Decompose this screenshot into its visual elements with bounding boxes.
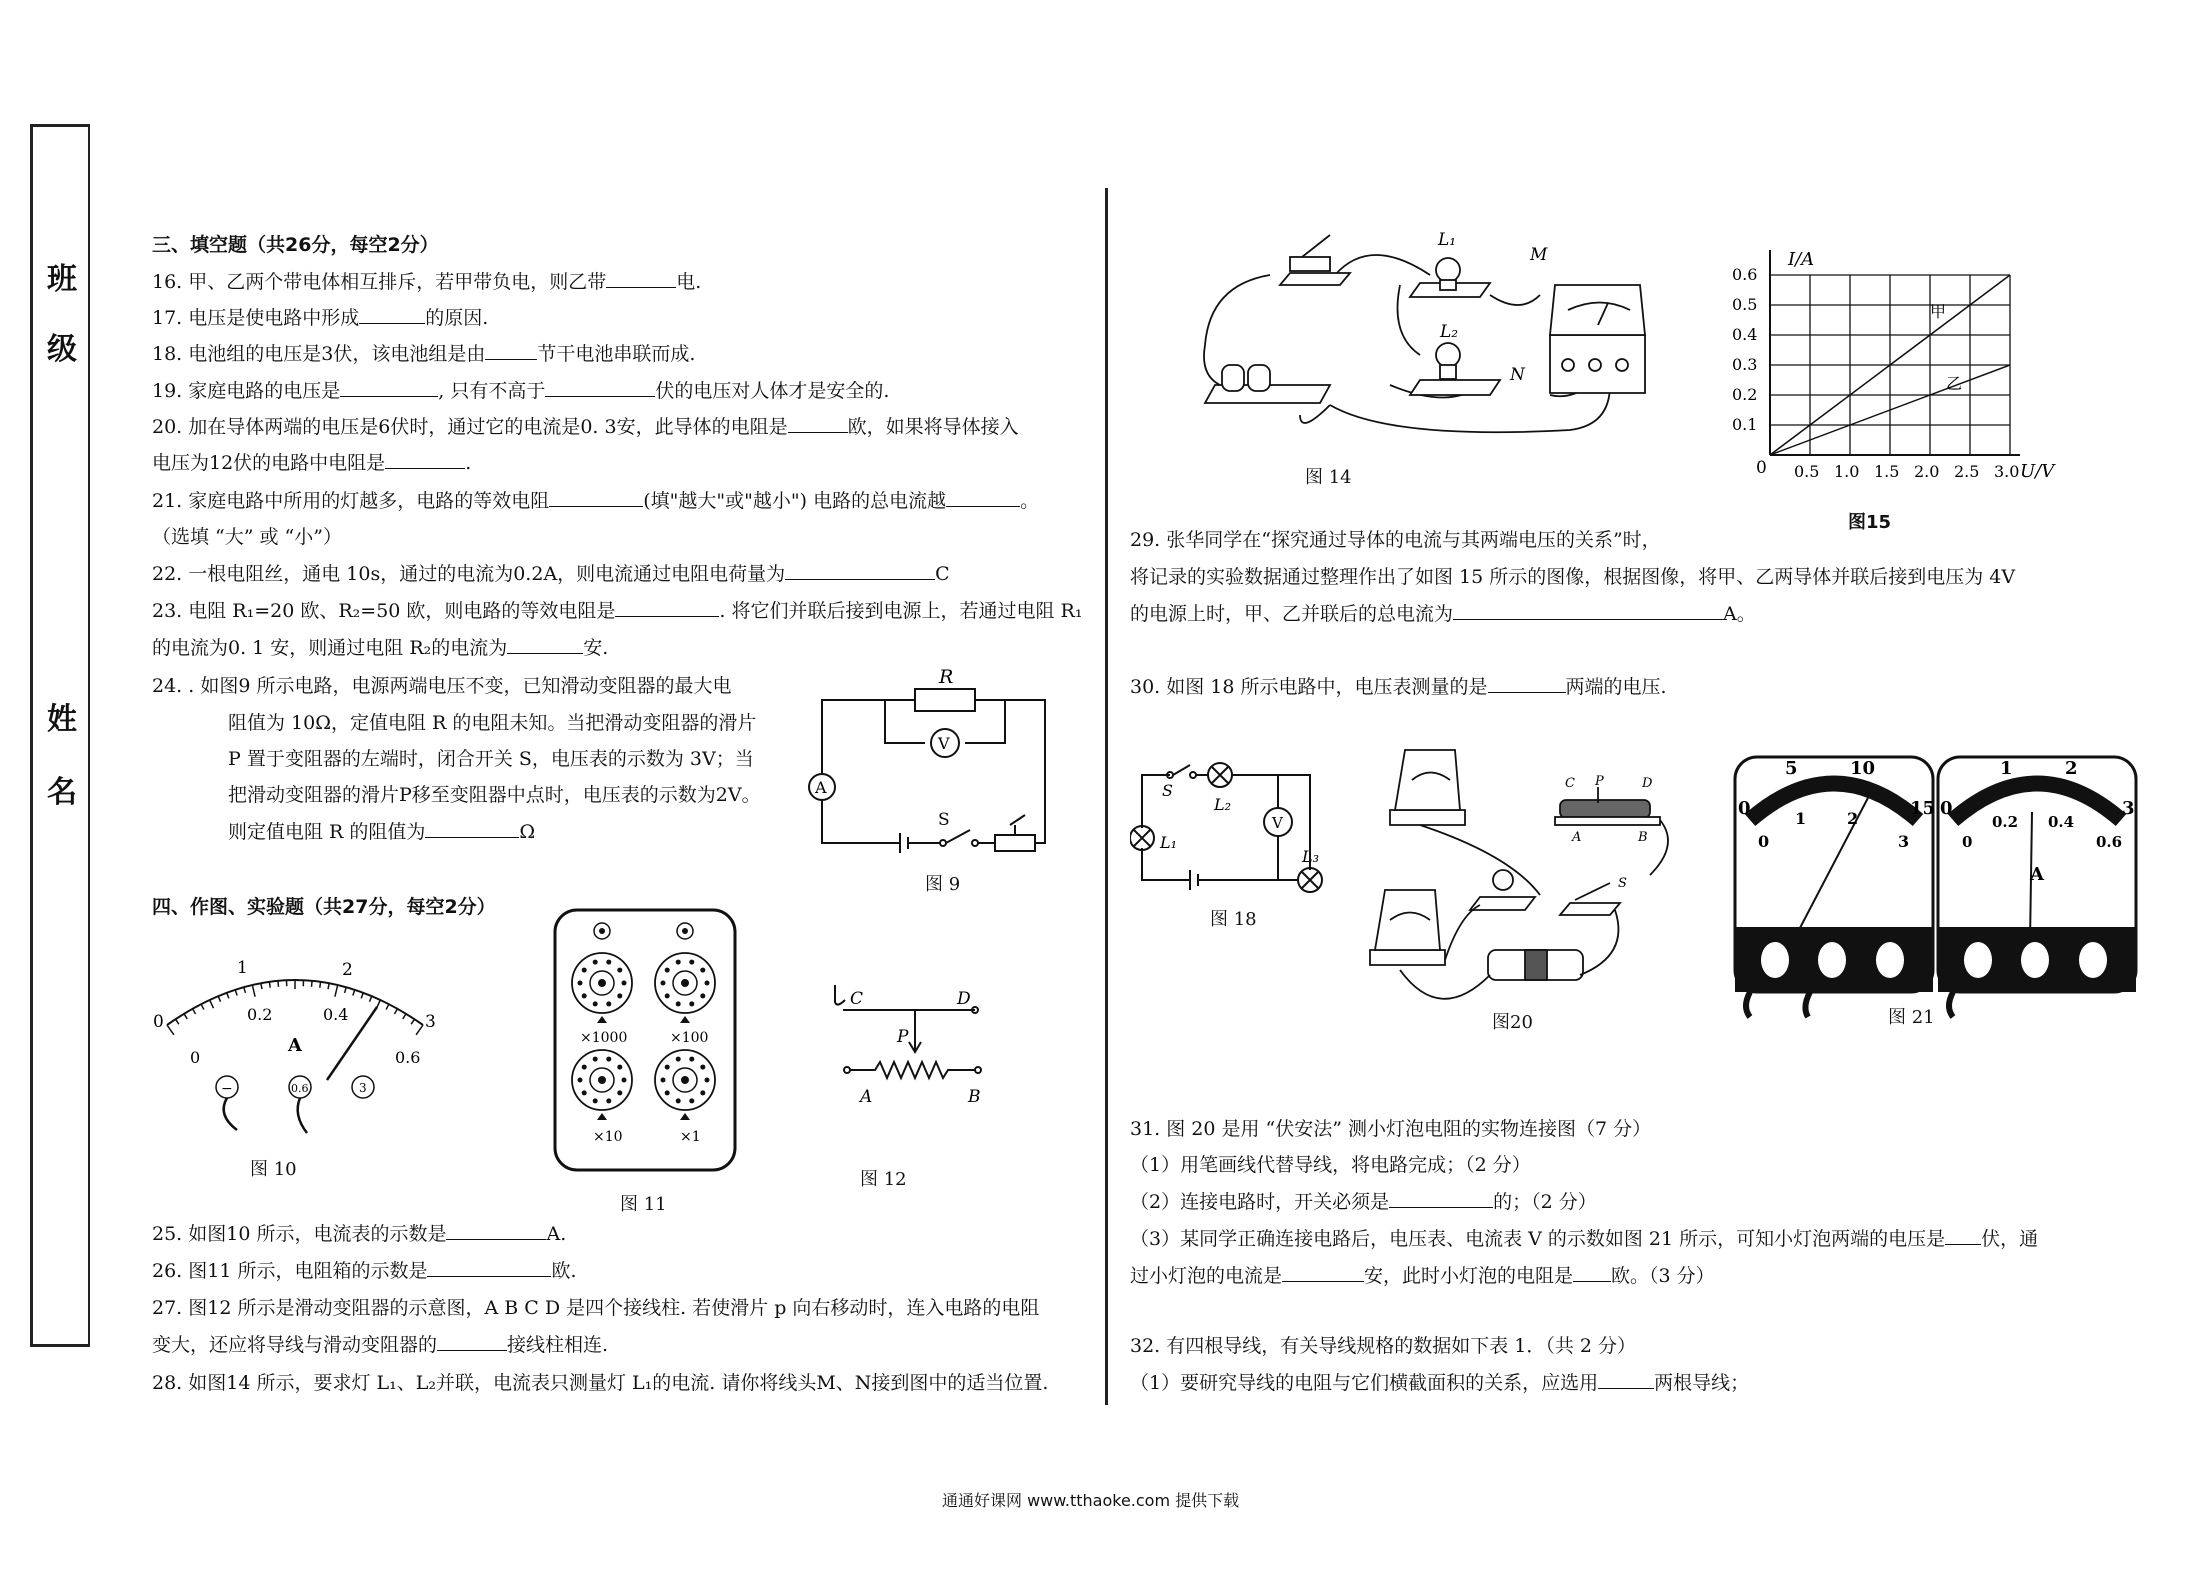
fig10-top-0: 0 <box>153 1012 164 1032</box>
answer-blank[interactable] <box>485 337 537 360</box>
figure-18-circuit <box>1130 750 1350 910</box>
figure-15-caption: 图15 <box>1848 512 1892 533</box>
fig21-voltmeter-inner-1: 1 <box>1795 809 1807 828</box>
series-label-2: 乙 <box>1946 374 1963 393</box>
fig20-label-D: D <box>1642 776 1653 791</box>
figure-20-caption: 图20 <box>1492 1012 1533 1033</box>
figure-10-ammeter <box>145 955 445 1145</box>
question-18: 18. 电池组的电压是3伏，该电池组是由 节干电池串联而成. <box>152 337 695 371</box>
question-22: 22. 一根电阻丝，通电 10s，通过的电流为0.2A，则电流通过电阻电荷量为 C <box>152 557 950 591</box>
figure-9-caption: 图 9 <box>925 874 961 895</box>
fig21-voltmeter-outer-0: 0 <box>1738 798 1751 819</box>
figure-12-rheostat <box>825 980 995 1110</box>
y-tick-label: 0.3 <box>1732 355 1758 374</box>
fig11-label-1: ×1 <box>680 1129 701 1145</box>
figure-20-physical-circuit <box>1360 735 1700 1010</box>
question-24-line-1: 24. . 如图9 所示电路，电源两端电压不变，已知滑动变阻器的最大电 <box>152 675 732 697</box>
fig18-label-S: S <box>1162 781 1173 800</box>
answer-blank[interactable] <box>549 484 643 507</box>
fig18-label-L1: L₁ <box>1160 833 1178 852</box>
question-29-line-2: 将记录的实验数据通过整理作出了如图 15 所示的图像，根据图像，将甲、乙两导体并联后接到电压为 4V <box>1130 566 2016 588</box>
y-tick-label: 0.2 <box>1732 385 1758 404</box>
fig20-label-B: B <box>1638 830 1648 845</box>
fig21-ammeter-outer-3: 3 <box>2122 798 2135 819</box>
question-27-line-1: 27. 图12 所示是滑动变阻器的示意图，A B C D 是四个接线柱. 若使滑片 p 向右移动时，连入电路的电阻 <box>152 1297 1040 1319</box>
fig15-origin-label: 0 <box>1756 458 1767 478</box>
fig20-label-A: A <box>1572 830 1582 845</box>
y-tick-label: 0.4 <box>1732 325 1758 344</box>
x-tick-label: 1.5 <box>1874 462 1900 481</box>
figure-11-caption: 图 11 <box>620 1194 667 1215</box>
figure-11-resistance-box <box>550 905 740 1175</box>
answer-blank[interactable] <box>437 1328 507 1351</box>
fig15-x-axis-label: U/V <box>2020 461 2055 482</box>
question-24-line-2: 阻值为 10Ω，定值电阻 R 的电阻未知。当把滑动变阻器的滑片 <box>228 712 757 734</box>
fig10-unit: A <box>288 1035 302 1056</box>
fig10-bottom-3: 0.6 <box>395 1048 421 1067</box>
section-4-heading: 四、作图、实验题（共27分，每空2分） <box>152 896 496 918</box>
question-21-line-1: 21. 家庭电路中所用的灯越多，电路的等效电阻 (填"越大"或"越小") 电路的总电流越 。 <box>152 484 1039 518</box>
fig10-top-1: 1 <box>237 958 248 978</box>
section-3-heading: 三、填空题（共26分，每空2分） <box>152 234 439 256</box>
answer-blank[interactable] <box>1453 597 1723 620</box>
class-char-2: 级 <box>47 332 77 367</box>
fig10-terminal-minus: − <box>221 1081 233 1097</box>
question-31-2: （2）连接电路时，开关必须是 的；（2 分） <box>1130 1185 1597 1219</box>
answer-blank[interactable] <box>1945 1222 1981 1245</box>
answer-blank[interactable] <box>446 1217 546 1240</box>
x-tick-label: 1.0 <box>1834 462 1860 481</box>
fig14-label-L1: L₁ <box>1438 230 1457 250</box>
answer-blank[interactable] <box>615 594 719 617</box>
figure-21-meters <box>1730 752 2140 1022</box>
fig12-label-A: A <box>860 1087 873 1107</box>
figure-9-circuit <box>800 665 1070 860</box>
fig9-label-A: A <box>815 778 827 797</box>
fig15-y-axis-label: I/A <box>1788 249 1815 270</box>
fig20-label-S: S <box>1618 876 1627 891</box>
fig10-top-2: 2 <box>342 960 353 980</box>
x-tick-label: 0.5 <box>1794 462 1820 481</box>
fig11-label-1000: ×1000 <box>580 1030 628 1046</box>
series-label-1: 甲 <box>1930 302 1947 321</box>
answer-blank[interactable] <box>545 374 655 397</box>
fig21-ammeter-unit: A <box>2030 864 2044 885</box>
figure-10-caption: 图 10 <box>250 1159 297 1180</box>
question-16: 16. 甲、乙两个带电体相互排斥，若甲带负电，则乙带 电. <box>152 265 701 299</box>
question-31-3-line-1: （3）某同学正确连接电路后，电压表、电流表 V 的示数如图 21 所示，可知小灯泡两端的电压是 伏，通 <box>1130 1222 2038 1256</box>
fig11-label-100: ×100 <box>670 1030 709 1046</box>
fig12-label-B: B <box>968 1087 981 1107</box>
answer-blank[interactable] <box>507 631 583 654</box>
question-21-line-2: （选填 “大” 或 “小”） <box>152 526 342 548</box>
answer-blank[interactable] <box>1389 1185 1493 1208</box>
class-char-1: 班 <box>47 262 77 297</box>
question-32: 32. 有四根导线，有关导线规格的数据如下表 1．（共 2 分） <box>1130 1335 1637 1357</box>
question-23-line-2: 的电流为0. 1 安，则通过电阻 R₂的电流为 安. <box>152 631 608 665</box>
fig18-label-V: V <box>1272 814 1283 832</box>
fig21-voltmeter-inner-2: 2 <box>1847 809 1859 828</box>
question-31-3-line-2: 过小灯泡的电流是 安，此时小灯泡的电阻是 欧。（3 分） <box>1130 1259 1715 1293</box>
y-tick-label: 0.6 <box>1732 265 1758 284</box>
fig9-label-S: S <box>938 810 950 830</box>
question-30: 30. 如图 18 所示电路中，电压表测量的是 两端的电压. <box>1130 670 1667 704</box>
answer-blank[interactable] <box>1598 1366 1654 1389</box>
answer-blank[interactable] <box>946 484 1020 507</box>
x-tick-label: 2.5 <box>1954 462 1980 481</box>
fig10-bottom-0: 0 <box>190 1048 201 1067</box>
question-17: 17. 电压是使电路中形成 的原因. <box>152 301 488 335</box>
fig9-label-R: R <box>939 666 954 688</box>
figure-14-caption: 图 14 <box>1305 467 1352 488</box>
answer-blank[interactable] <box>425 815 519 838</box>
fig12-label-P: P <box>897 1027 909 1047</box>
fig14-label-N: N <box>1510 365 1525 385</box>
fig21-ammeter-outer-0: 0 <box>1940 798 1953 819</box>
fig21-ammeter-outer-2: 2 <box>2065 758 2078 779</box>
answer-blank[interactable] <box>788 410 848 433</box>
question-26: 26. 图11 所示，电阻箱的示数是 欧. <box>152 1254 577 1288</box>
column-divider <box>1105 188 1108 1405</box>
answer-blank[interactable] <box>785 557 935 580</box>
fig10-bottom-2: 0.4 <box>323 1005 349 1024</box>
answer-blank[interactable] <box>1282 1259 1364 1282</box>
fig10-terminal-06: 0.6 <box>291 1082 309 1095</box>
fig21-ammeter-inner-3: 0.6 <box>2096 833 2123 851</box>
figure-14-physical-circuit <box>1190 225 1670 445</box>
fig12-label-D: D <box>957 989 971 1009</box>
question-31: 31. 图 20 是用 “伏安法” 测小灯泡电阻的实物连接图（7 分） <box>1130 1118 1652 1140</box>
fig21-voltmeter-inner-3: 3 <box>1898 832 1910 851</box>
question-20-line-2: 电压为12伏的电路中电阻是 . <box>152 446 471 480</box>
fig20-label-P: P <box>1595 774 1604 789</box>
footer-watermark: 通通好课网 www.tthaoke.com 提供下载 <box>942 1491 1240 1510</box>
y-tick-label: 0.5 <box>1732 295 1758 314</box>
question-19: 19. 家庭电路的电压是 , 只有不高于 伏的电压对人体才是安全的. <box>152 374 889 408</box>
fig12-label-C: C <box>850 989 864 1009</box>
fig10-terminal-3: 3 <box>359 1081 367 1095</box>
figure-21-caption: 图 21 <box>1888 1007 1935 1028</box>
question-20-line-1: 20. 加在导体两端的电压是6伏时，通过它的电流是0. 3安，此导体的电阻是 欧，如果将导体接入 <box>152 410 1019 444</box>
figure-15-iu-graph <box>1730 235 2060 495</box>
answer-blank[interactable] <box>385 446 465 469</box>
question-24-line-3: P 置于变阻器的左端时，闭合开关 S，电压表的示数为 3V；当 <box>228 748 754 770</box>
question-27-line-2: 变大，还应将导线与滑动变阻器的 接线柱相连. <box>152 1328 608 1362</box>
question-24-line-4: 把滑动变阻器的滑片P移至变阻器中点时，电压表的示数为2V。 <box>228 784 761 806</box>
figure-18-caption: 图 18 <box>1210 909 1257 930</box>
question-29-line-1: 29. 张华同学在“探究通过导体的电流与其两端电压的关系”时， <box>1130 529 1661 551</box>
fig18-label-L2: L₂ <box>1214 795 1232 814</box>
fig20-label-C: C <box>1565 776 1575 791</box>
question-25: 25. 如图10 所示，电流表的示数是 A. <box>152 1217 566 1251</box>
question-32-1: （1）要研究导线的电阻与它们横截面积的关系，应选用 两根导线； <box>1130 1366 1749 1400</box>
fig18-label-L3: L₃ <box>1302 847 1320 866</box>
fig21-ammeter-inner-0: 0 <box>1962 833 1973 851</box>
answer-blank[interactable] <box>1573 1259 1611 1282</box>
name-char-2: 名 <box>47 775 77 810</box>
fig14-label-M: M <box>1530 245 1548 265</box>
fig21-voltmeter-outer-2: 10 <box>1850 758 1876 779</box>
fig21-voltmeter-outer-3: 15 <box>1910 798 1936 819</box>
answer-blank[interactable] <box>427 1254 551 1277</box>
fig10-bottom-1: 0.2 <box>247 1005 273 1024</box>
answer-blank[interactable] <box>1488 670 1566 693</box>
fig21-voltmeter-outer-1: 5 <box>1785 758 1798 779</box>
answer-blank[interactable] <box>606 265 676 288</box>
fig21-ammeter-outer-1: 1 <box>2000 758 2013 779</box>
fig21-voltmeter-inner-0: 0 <box>1758 832 1770 851</box>
fig21-ammeter-inner-1: 0.2 <box>1992 813 2019 831</box>
y-tick-label: 0.1 <box>1732 415 1758 434</box>
fig9-label-V: V <box>938 734 950 753</box>
x-tick-label: 2.0 <box>1914 462 1940 481</box>
x-tick-label: 3.0 <box>1994 462 2020 481</box>
figure-12-caption: 图 12 <box>860 1169 907 1190</box>
question-23-line-1: 23. 电阻 R₁=20 欧、R₂=50 欧，则电路的等效电阻是 . 将它们并联后接到电源上，若通过电阻 R₁ <box>152 594 1082 628</box>
fig14-label-L2: L₂ <box>1440 322 1459 342</box>
fig21-ammeter-inner-2: 0.4 <box>2048 813 2075 831</box>
question-24-line-5: 则定值电阻 R 的阻值为 Ω <box>228 815 535 849</box>
answer-blank[interactable] <box>359 301 425 324</box>
question-29-line-3: 的电源上时，甲、乙并联后的总电流为 A。 <box>1130 597 1756 631</box>
name-char-1: 姓 <box>47 702 77 737</box>
fig11-label-10: ×10 <box>593 1129 623 1145</box>
question-28: 28. 如图14 所示，要求灯 L₁、L₂并联，电流表只测量灯 L₁的电流. 请你将线头M、N接到图中的适当位置. <box>152 1372 1049 1394</box>
fig10-top-3: 3 <box>425 1012 436 1032</box>
question-31-1: （1）用笔画线代替导线，将电路完成；（2 分） <box>1130 1154 1531 1176</box>
answer-blank[interactable] <box>340 374 438 397</box>
